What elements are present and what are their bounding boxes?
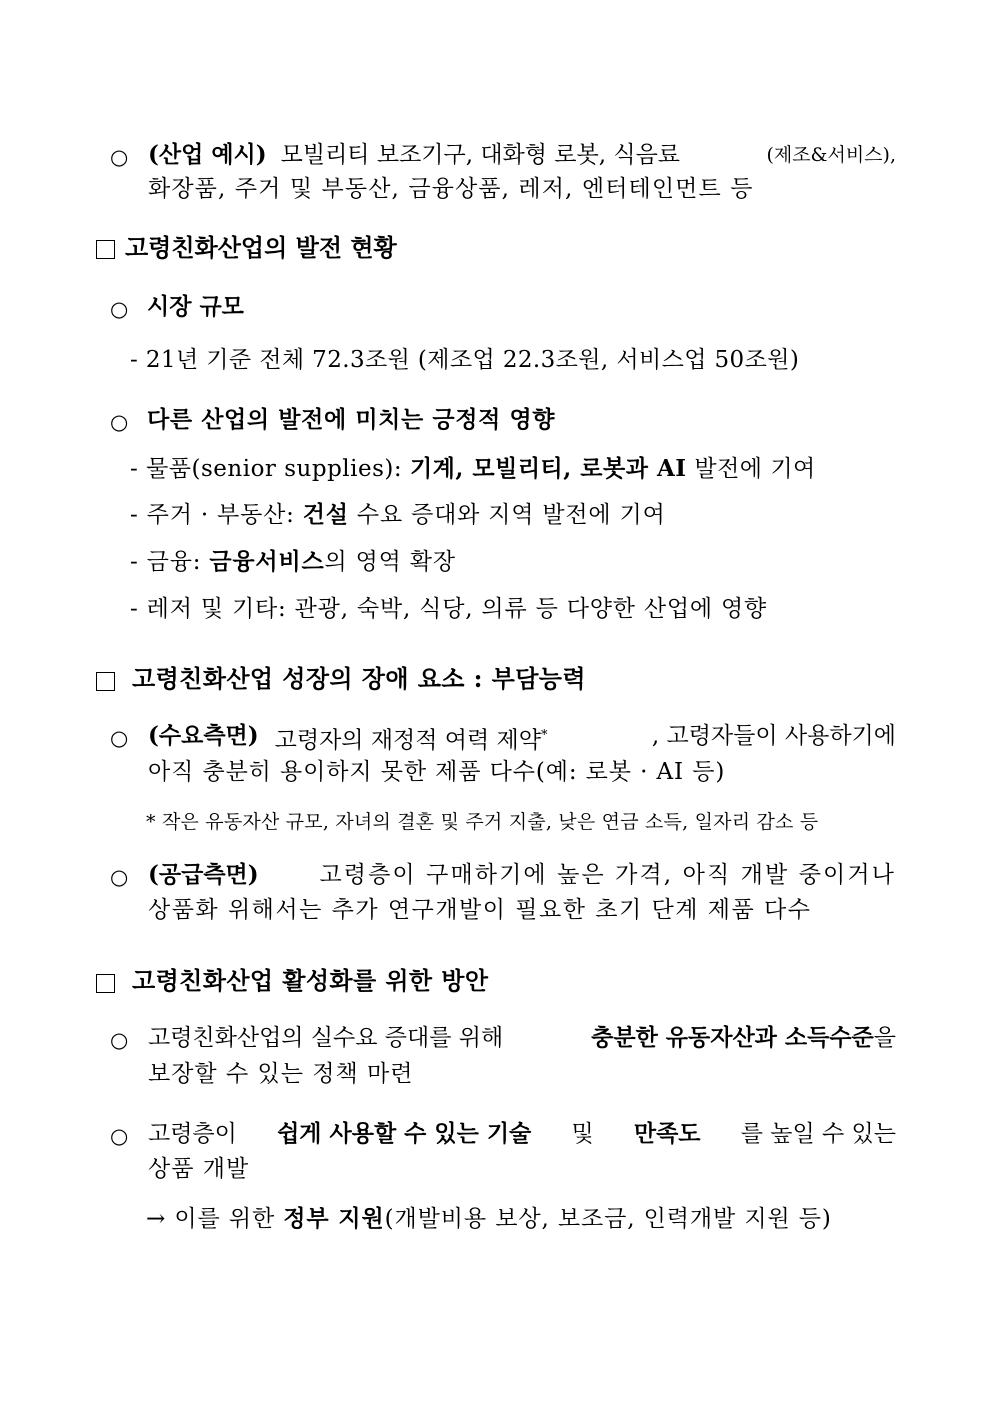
- bullet-circle: ○: [110, 297, 129, 321]
- effects-item-pre: - 주거 · 부동산:: [130, 502, 303, 528]
- supply-line2: 상품화 위해서는 추가 연구개발이 필요한 초기 단계 제품 다수: [148, 897, 812, 923]
- industry-examples-small: (제조&서비스),: [766, 144, 896, 166]
- demand-text: [275, 721, 548, 756]
- effects-item-bold: 기계, 모빌리티, 로봇과 AI: [409, 455, 687, 482]
- gov-support-pre: → 이를 위한: [146, 1206, 284, 1232]
- demand-text-b: , 고령자들이 사용하기에: [651, 723, 896, 749]
- market-size-title: 시장 규모: [147, 293, 244, 320]
- effects-item-bold: 건설: [302, 501, 349, 528]
- effects-item-post: 발전에 기여: [686, 456, 816, 482]
- supply-line1: [148, 860, 896, 890]
- section3-title: 고령친화산업 활성화를 위한 방안: [132, 966, 489, 995]
- effects-item: [130, 454, 816, 484]
- demand-line1: [148, 721, 896, 756]
- bullet-circle: ○: [110, 1028, 129, 1052]
- gov-support-post: (개발비용 보상, 보조금, 인력개발 지원 등): [384, 1206, 832, 1232]
- effects-item-pre: - 물품(senior supplies):: [130, 456, 410, 482]
- industry-examples-label: (산업 예시): [148, 141, 267, 168]
- industry-examples-text: 모빌리티 보조기구, 대화형 로봇, 식음료: [280, 142, 681, 168]
- footnote-marker: *: [540, 728, 548, 743]
- section2-title: 고령친화산업 성장의 장애 요소 : 부담능력: [132, 664, 586, 693]
- checkbox-square-icon: [96, 240, 115, 259]
- effects-title: 다른 산업의 발전에 미치는 긍정적 영향: [147, 406, 556, 433]
- bullet-circle: ○: [110, 726, 129, 750]
- demand-footnote: * 작은 유동자산 규모, 자녀의 결혼 및 주거 지출, 낮은 연금 소득, 일자리 감소 등: [146, 811, 819, 833]
- effects-item-post: 의 영역 확장: [324, 549, 456, 575]
- section1-title: 고령친화산업의 발전 현황: [125, 233, 397, 262]
- effects-item-pre: - 금융:: [130, 549, 210, 575]
- measure2-bold1: 쉽게 사용할 수 있는 기술: [277, 1120, 532, 1147]
- demand-line2: 아직 충분히 용이하지 못한 제품 다수(예: 로봇 · AI 등): [148, 759, 726, 785]
- effects-item-post: 수요 증대와 지역 발전에 기여: [348, 502, 666, 528]
- demand-label: (수요측면): [148, 722, 259, 749]
- measure2-line1: [148, 1119, 896, 1149]
- supply-text: 고령층이 구매하기에 높은 가격, 아직 개발 중이거나: [319, 862, 896, 888]
- industry-examples-line1: [148, 140, 896, 170]
- bullet-circle: ○: [110, 865, 129, 889]
- bullet-circle: ○: [110, 410, 129, 434]
- measure1-bold: 충분한 유동자산과 소득수준: [591, 1024, 874, 1051]
- bullet-circle: ○: [110, 145, 129, 169]
- gov-support-bold: 정부 지원: [283, 1205, 385, 1232]
- industry-examples-line2: 화장품, 주거 및 부동산, 금융상품, 레저, 엔터테인먼트 등: [148, 176, 754, 202]
- measure1-line2: 보장할 수 있는 정책 마련: [148, 1061, 414, 1087]
- effects-item: [130, 500, 666, 530]
- checkbox-square-icon: [96, 974, 115, 993]
- measure2-mid: 및: [571, 1121, 594, 1147]
- measure1-post: 을: [873, 1025, 896, 1051]
- measure1-pre: 고령친화산업의 실수요 증대를 위해: [148, 1025, 504, 1051]
- measure2-bold2: 만족도: [633, 1120, 701, 1147]
- supply-label: (공급측면): [148, 861, 259, 888]
- measure2-post: 를 높일 수 있는: [740, 1121, 896, 1147]
- bullet-circle: ○: [110, 1124, 129, 1148]
- measure2-line2: 상품 개발: [148, 1156, 250, 1182]
- checkbox-square-icon: [96, 672, 115, 691]
- effects-item-pre: - 레저 및 기타: 관광, 숙박, 식당, 의류 등 다양한 산업에 영향: [130, 596, 768, 622]
- measure1-line1: [148, 1023, 896, 1053]
- market-size-item: - 21년 기준 전체 72.3조원 (제조업 22.3조원, 서비스업 50조원): [130, 347, 800, 373]
- effects-item: [130, 547, 456, 577]
- effects-item-bold: 금융서비스: [209, 548, 325, 575]
- demand-text-a: 고령자의 재정적 여력 제약: [274, 727, 541, 754]
- effects-item: [130, 594, 767, 624]
- measure2-pre: 고령층이: [148, 1121, 237, 1147]
- gov-support-line: [146, 1204, 832, 1234]
